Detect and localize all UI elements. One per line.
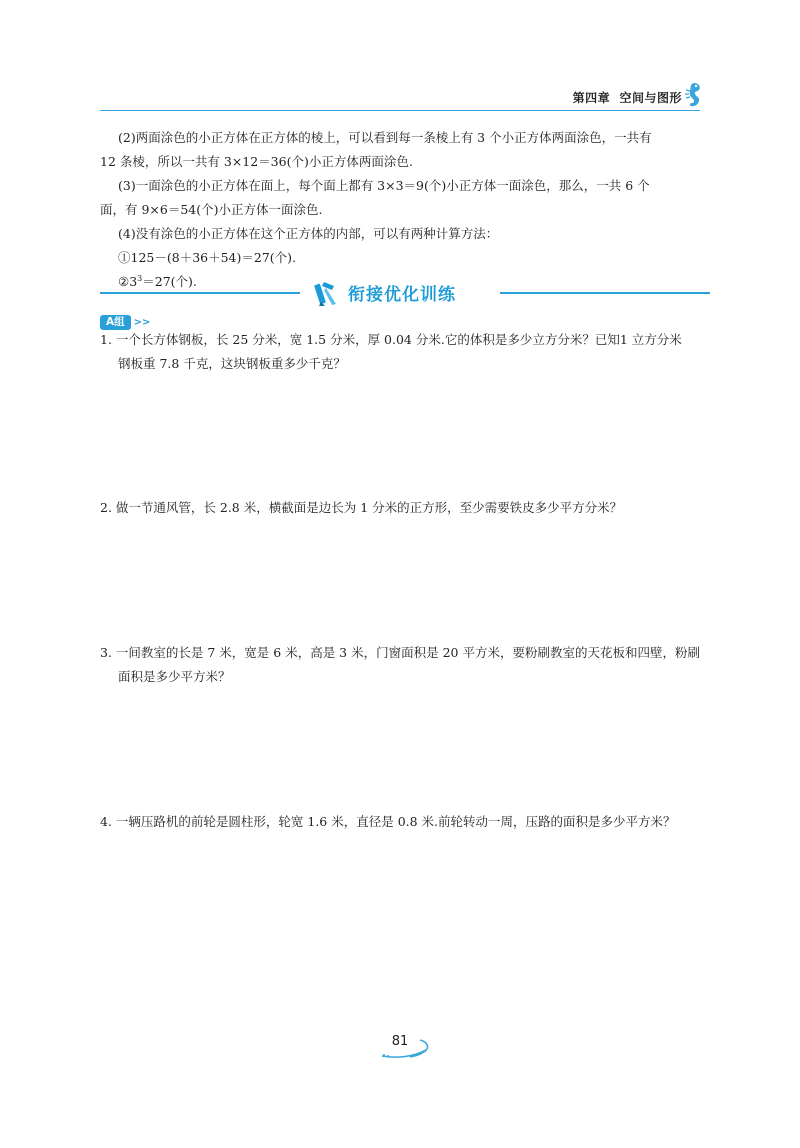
- solution-part2-line1: (2)两面涂色的小正方体在正方体的棱上，可以看到每一条棱上有 3 个小正方体两面涂色，一共有: [118, 130, 652, 145]
- solution-part4-line1: (4)没有涂色的小正方体在这个正方体的内部，可以有两种计算方法：: [118, 226, 499, 241]
- question-3: [100, 641, 712, 689]
- question-3-line1: 3. 一间教室的长是 7 米，宽是 6 米，高是 3 米，门窗面积是 20 平方米，要粉刷教室的天花板和四壁，粉刷: [100, 645, 700, 660]
- method2-suffix: ＝27(个).: [142, 274, 197, 289]
- seahorse-icon: [682, 80, 704, 110]
- question-1-line2: 钢板重 7.8 千克，这块钢板重多少千克？: [118, 356, 346, 371]
- double-chevron-icon: >>: [133, 317, 151, 328]
- chapter-number: 第四章: [572, 91, 611, 105]
- pencil-ruler-icon: [312, 278, 340, 308]
- header-divider: [100, 110, 700, 111]
- question-1: [100, 328, 712, 376]
- question-1-line1: 1. 一个长方体钢板，长 25 分米，宽 1.5 分米，厚 0.04 分米.它的体积是多少立方分米？已知1 立方分米: [100, 332, 682, 347]
- solution-continuation: [100, 126, 710, 294]
- method2-prefix: ②3: [118, 274, 138, 289]
- solution-method1: ①125－(8＋36＋54)＝27(个).: [118, 250, 297, 265]
- solution-part3-line1: (3)一面涂色的小正方体在面上，每个面上都有 3×3＝9(个)小正方体一面涂色，那么，一共 6 个: [118, 178, 650, 193]
- question-4: [100, 810, 712, 834]
- question-2-line1: 2. 做一节通风管，长 2.8 米，横截面是边长为 1 分米的正方形，至少需要铁皮多少平方分米？: [100, 500, 623, 515]
- section-line-right: [500, 292, 710, 294]
- question-3-line2: 面积是多少平方米？: [118, 669, 231, 684]
- solution-part2-line2: 12 条棱，所以一共有 3×12＝36(个)小正方体两面涂色.: [100, 154, 413, 169]
- chapter-topic: 空间与图形: [619, 91, 682, 105]
- question-4-line1: 4. 一辆压路机的前轮是圆柱形，轮宽 1.6 米，直径是 0.8 米.前轮转动一周，压路的面积是多少平方米？: [100, 814, 676, 829]
- group-badge: [100, 312, 150, 328]
- question-2: [100, 496, 712, 520]
- section-line-left: [100, 292, 300, 294]
- page-number: 81: [391, 1034, 409, 1049]
- section-title: 衔接优化训练: [348, 285, 456, 305]
- chapter-heading: [573, 89, 682, 106]
- method2-exponent: 3: [137, 273, 143, 283]
- group-label: A组: [100, 315, 131, 330]
- section-banner: [100, 278, 710, 308]
- solution-part3-line2: 面，有 9×6＝54(个)小正方体一面涂色.: [100, 202, 323, 217]
